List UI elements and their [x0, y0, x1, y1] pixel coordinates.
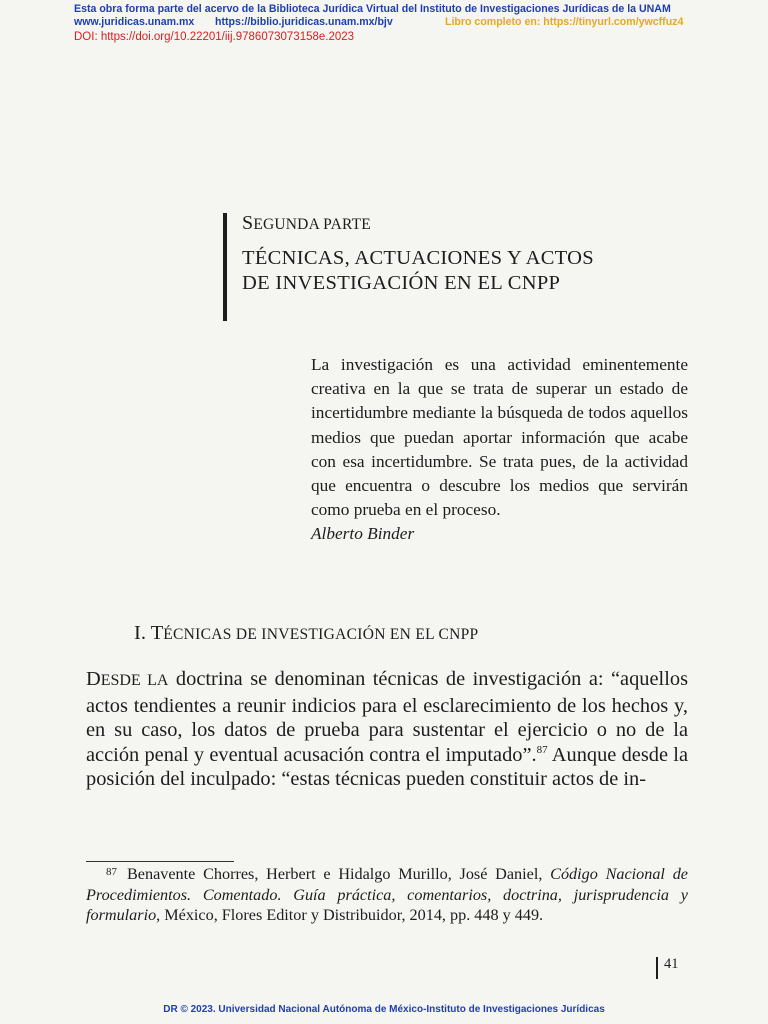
- section-heading: I. TÉCNICAS DE INVESTIGACIÓN EN EL CNPP: [134, 622, 479, 644]
- epigraph: [311, 353, 688, 547]
- part-title-line-1: TÉCNICAS, ACTUACIONES Y ACTOS: [242, 247, 594, 269]
- repository-header: [74, 3, 714, 44]
- copyright-footer: DR © 2023. Universidad Nacional Autónoma de México-Instituto de Investigaciones Jurídicas: [163, 1004, 605, 1015]
- library-link[interactable]: https://biblio.juridicas.unam.mx/bjv: [215, 16, 393, 28]
- page-number-bar: [656, 957, 658, 979]
- footnote-reference[interactable]: 87: [536, 743, 548, 756]
- part-label: SEGUNDA PARTE: [242, 212, 371, 234]
- repository-links: [74, 16, 714, 29]
- page-number: 41: [664, 956, 679, 972]
- body-paragraph: DESDE LA doctrina se denominan técnicas de investigación a: “aquellos actos tendientes a reunir indicios para el esclarecimiento de los hechos y, en su caso, los datos de prueba para sustentar el ejercicio o no de la acción penal y eventual acusación contra el imputado”.$^{87}$ Aunque desde la posición del inculpado: “estas técnicas pueden constituir actos de in-: [86, 668, 689, 791]
- footnote-book-title: Código Nacional de Procedimientos. Comentado. Guía práctica, comentarios, doctrina, jurisprudencia y formulario: [86, 865, 688, 924]
- full-book-link[interactable]: Libro completo en: https://tinyurl.com/ywcffuz4: [445, 16, 684, 28]
- site-link[interactable]: www.juridicas.unam.mx: [74, 16, 195, 28]
- body-text: [86, 667, 688, 792]
- epigraph-text: La investigación es una actividad eminentemente creativa en la que se trata de superar un estado de incertidumbre mediante la búsqueda de todos aquellos medios que puedan aportar información que acabe con esa incertidumbre. Se trata pues, de la actividad que encuentra o descubre los medios que servirán como prueba en el proceso.: [311, 355, 688, 520]
- part-heading-bar: [223, 213, 227, 321]
- part-title: [242, 246, 682, 296]
- epigraph-author: Alberto Binder: [311, 524, 415, 544]
- part-title-line-2: DE INVESTIGACIÓN EN EL CNPP: [242, 272, 561, 294]
- repository-notice: Esta obra forma parte del acervo de la Biblioteca Jurídica Virtual del Instituto de Investigaciones Jurídicas de la UNAM: [74, 3, 671, 15]
- footnote-number: 87: [106, 866, 117, 878]
- footnote: $^{87}$ Benavente Chorres, Herbert e Hidalgo Murillo, José Daniel, Código Nacional de Procedimientos. Comentado. Guía práctica, comentarios, doctrina, jurisprudencia y formulario, México, Flores Editor y Distribuidor, 2014, pp. 448 y 449.: [86, 865, 688, 924]
- doi-link[interactable]: DOI: https://doi.org/10.22201/iij.9786073073158e.2023: [74, 31, 355, 43]
